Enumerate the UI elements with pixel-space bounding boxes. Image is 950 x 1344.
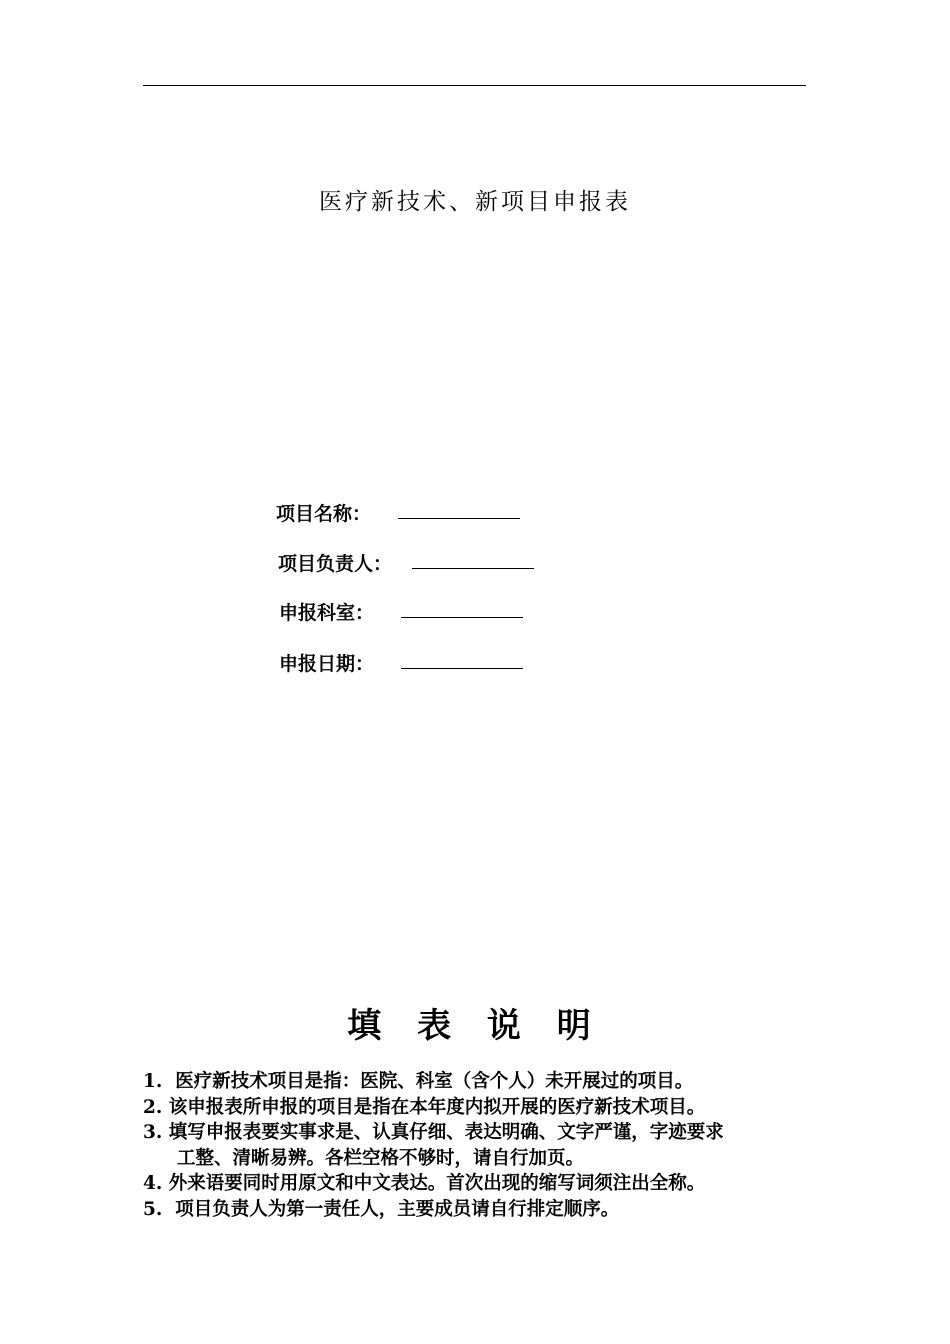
instruction-item [143,1095,823,1121]
instruction-continuation [143,1146,823,1172]
instructions-heading: 填 表 说 明 [347,1006,603,1046]
instruction-item [143,1120,823,1146]
instruction-number: 4. [143,1173,163,1194]
instruction-number: 5. [143,1198,163,1220]
apply-date-blank[interactable] [401,668,523,669]
instruction-number: 1. [143,1071,163,1092]
project-leader-field [278,549,392,576]
instruction-number: 3. [143,1122,163,1143]
instruction-text: 工整、清晰易辨。各栏空格不够时，请自行加页。 [177,1147,585,1169]
project-leader-blank[interactable] [412,568,534,569]
instruction-item [143,1069,823,1095]
department-blank[interactable] [401,617,523,618]
instructions-list [143,1069,823,1222]
project-name-label: 项目名称： [276,503,372,525]
instruction-item [143,1171,823,1197]
instruction-text: 该申报表所申报的项目是指在本年度内拟开展的医疗新技术项目。 [168,1096,706,1118]
department-label: 申报科室： [279,602,375,624]
instruction-number: 2. [143,1096,163,1118]
document-title: 医疗新技术、新项目申报表 [319,189,631,215]
apply-date-field [279,649,374,676]
department-field [279,598,374,625]
project-name-blank[interactable] [398,518,520,519]
instruction-text: 医疗新技术项目是指：医院、科室（含个人）未开展过的项目。 [175,1071,694,1092]
instruction-text: 填写申报表要实事求是、认真仔细、表达明确、文字严谨，字迹要求 [168,1122,724,1143]
top-horizontal-rule [143,85,806,86]
instruction-text: 外来语要同时用原文和中文表达。首次出现的缩写词须注出全称。 [168,1173,706,1194]
instruction-text: 项目负责人为第一责任人，主要成员请自行排定顺序。 [175,1198,620,1220]
project-leader-label: 项目负责人： [278,553,393,575]
project-name-field [276,499,371,526]
instruction-item [143,1197,823,1223]
apply-date-label: 申报日期： [279,653,375,675]
